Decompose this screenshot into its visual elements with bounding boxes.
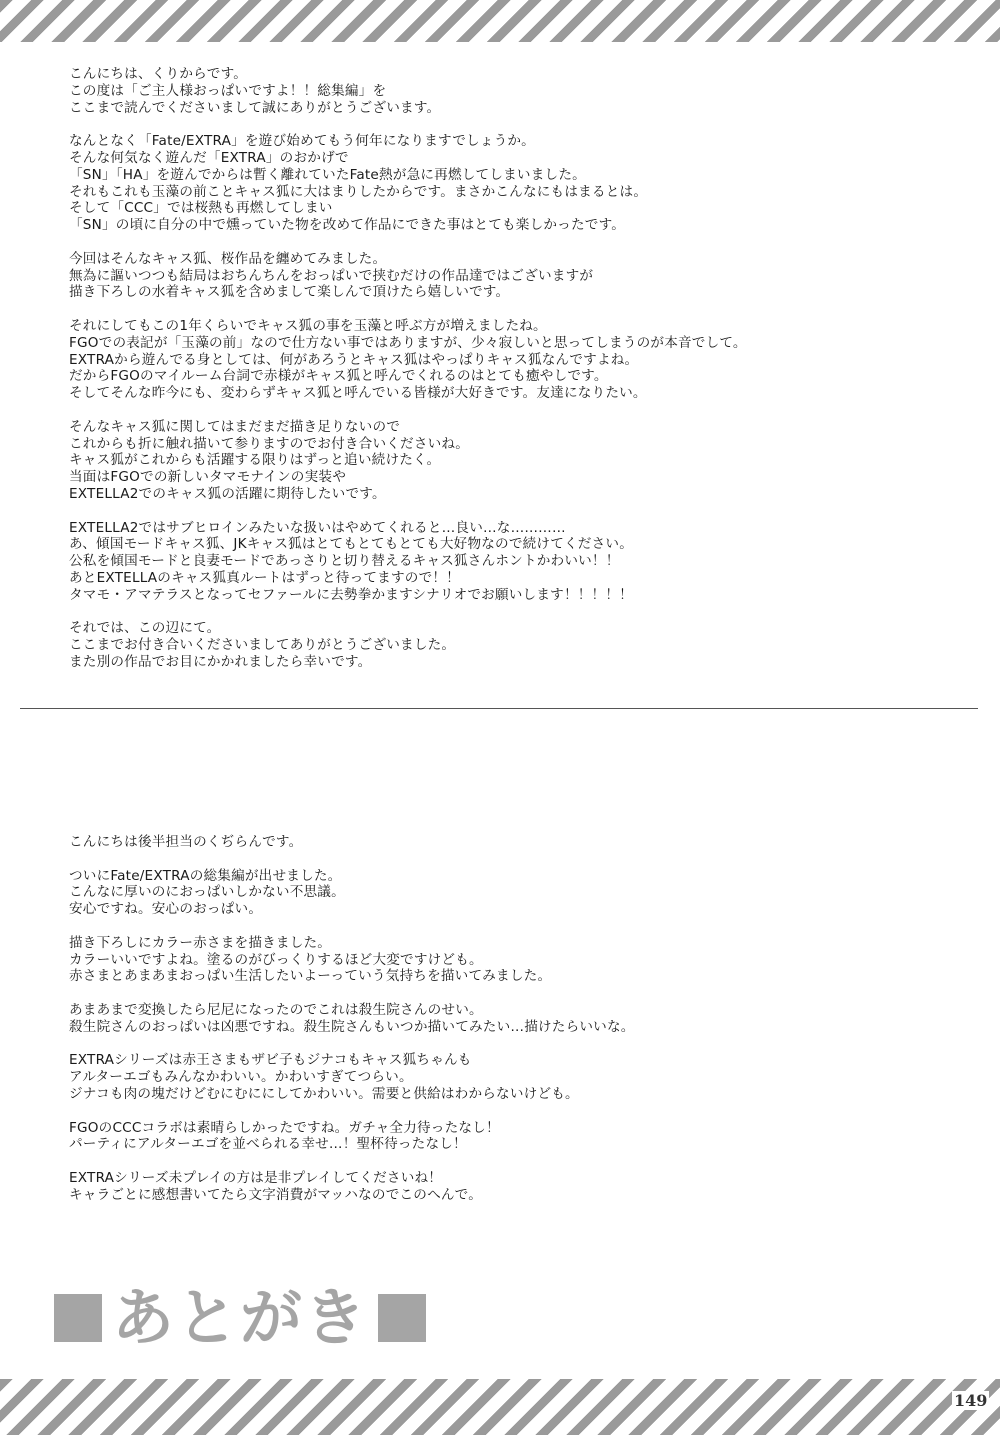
section-divider — [20, 708, 978, 709]
paragraph: 描き下ろしにカラー赤さまを描きました。 カラーいいですよね。塗るのがびっくりするほど大変ですけども。 赤さまとあまあまおっぱい生活したいよーっていう気持ちを描いてみました。 — [69, 934, 552, 985]
paragraph: EXTELLA2ではサブヒロインみたいな扱いはやめてくれると…良い…な………… あ、傾国モードキャス狐、JKキャス狐はとてもとてもとても大好物なので続けてください。 公私を傾国モードと良妻モードであっさりと切り替えるキャス狐さんホントかわいい！！ あとEXTELLAのキャス狐真ルートはずっと待ってますので！！ タマモ・アマテラスとなってセファールに去勢拳かますシナリオでお願いします！！！！！ — [69, 519, 633, 603]
page-number: 149 — [954, 1391, 988, 1410]
afterword-section-1 — [69, 66, 974, 687]
paragraph: FGOのCCCコラボは素晴らしかったですね。ガチャ全力待ったなし！ パーティにアルターエゴを並べられる幸せ…！聖杯待ったなし！ — [69, 1119, 500, 1153]
paragraph: こんにちは後半担当のくぢらんです。 — [69, 834, 303, 850]
heading-text: あとがき — [112, 1281, 369, 1354]
paragraph: EXTRAシリーズ未プレイの方は是非プレイしてくださいね！ キャラごとに感想書いてたら文字消費がマッハなのでこのへんで。 — [69, 1169, 482, 1203]
paragraph: なんとなく「Fate/EXTRA」を遊び始めてもう何年になりますでしょうか。 そんな何気なく遊んだ「EXTRA」のおかげで 「SN」「HA」を遊んでからは暫く離れていたFate熱が急に再燃してしまいました。 それもこれも玉藻の前ことキャス狐に大はまりしたからです。まさかこんなにもはまるとは。 そして「CCC」では桜熱も再燃してしまい 「SN」の頃に自分の中で燻っていた物を改めて作品にできた事はとても楽しかったです。 — [69, 133, 648, 234]
bottom-stripe-border — [0, 1379, 1000, 1435]
paragraph: あまあまで変換したら尼尼になったのでこれは殺生院さんのせい。 殺生院さんのおっぱいは凶悪ですね。殺生院さんもいつか描いてみたい…描けたらいいな。 — [69, 1001, 635, 1035]
afterword-section-2 — [69, 834, 974, 1220]
heading-square-left — [54, 1294, 102, 1342]
top-stripe-border — [0, 0, 1000, 42]
paragraph: ついにFate/EXTRAの総集編が出せました。 こんなに厚いのにおっぱいしかない不思議。 安心ですね。安心のおっぱい。 — [69, 867, 345, 918]
paragraph: それにしてもこの1年くらいでキャス狐の事を玉藻と呼ぶ方が増えましたね。 FGOでの表記が「玉藻の前」なので仕方ない事ではありますが、少々寂しいと思ってしまうのが本音でして。 EXTRAから遊んでる身としては、何があろうとキャス狐はやっぱりキャス狐なんですよね。 だからFGOのマイルーム台詞で赤様がキャス狐と呼んでくれるのはとても癒やしです。 そしてそんな昨今にも、変わらずキャス狐と呼んでいる皆様が大好きです。友達になりたい。 — [69, 317, 747, 402]
paragraph: EXTRAシリーズは赤王さまもザビ子もジナコもキャス狐ちゃんも アルターエゴもみんなかわいい。かわいすぎてつらい。 ジナコも肉の塊だけどむにむににしてかわいい。需要と供給はわからないけども。 — [69, 1052, 579, 1102]
heading-square-right — [378, 1294, 426, 1342]
paragraph: 今回はそんなキャス狐、桜作品を纏めてみました。 無為に謳いつつも結局はおちんちんをおっぱいで挟むだけの作品達ではございますが 描き下ろしの水着キャス狐を含めまして楽しんで頂けたら嬉しいです。 — [69, 250, 594, 301]
paragraph: こんにちは、くりからです。 この度は「ご主人様おっぱいですよ！！総集編」を ここまで読んでくださいまして誠にありがとうございます。 — [69, 66, 441, 116]
paragraph: そんなキャス狐に関してはまだまだ描き足りないので これからも折に触れ描いて参りますのでお付き合いくださいね。 キャス狐がこれからも活躍する限りはずっと追い続けたく。 当面はFGOでの新しいタマモナインの実装や EXTELLA2でのキャス狐の活躍に期待したいです。 — [69, 418, 470, 502]
paragraph: それでは、この辺にて。 ここまでお付き合いくださいましてありがとうございました。 また別の作品でお目にかかれましたら幸いです。 — [69, 620, 456, 670]
afterword-heading — [54, 1282, 426, 1354]
